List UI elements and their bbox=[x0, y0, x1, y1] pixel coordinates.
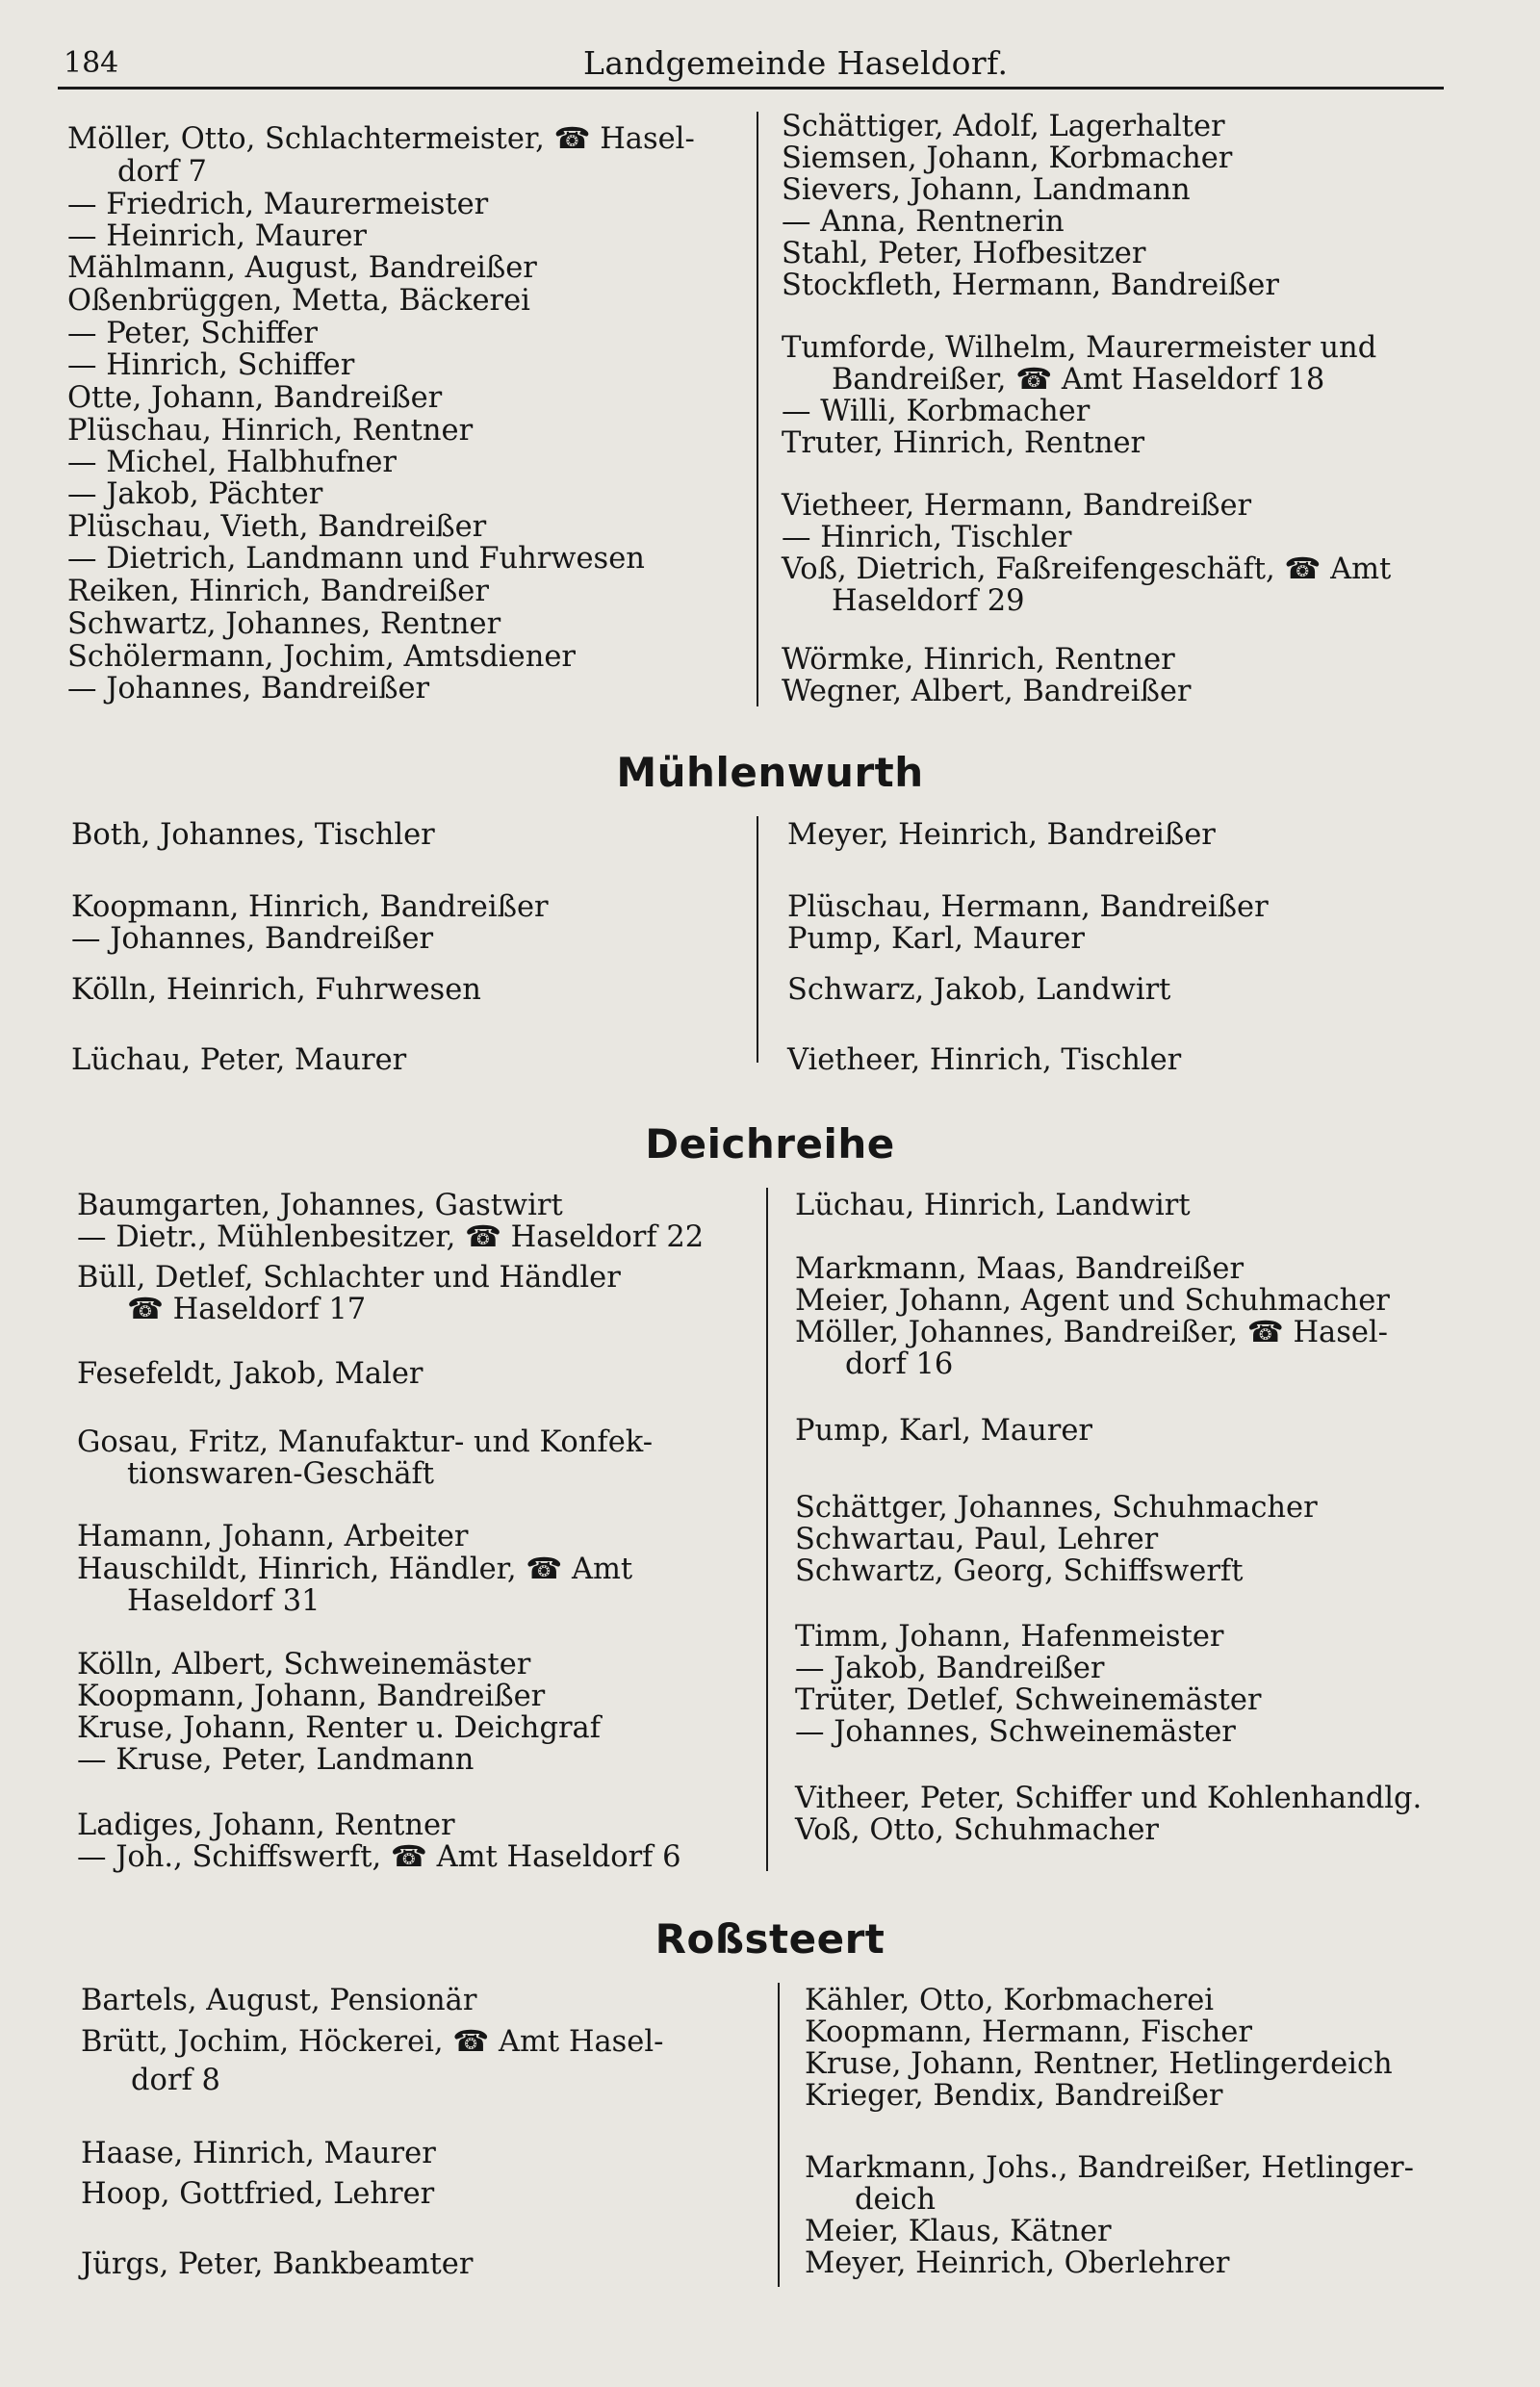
directory-entry: Trüter, Detlef, Schweinemäster bbox=[795, 1683, 1262, 1717]
directory-entry: Kölln, Heinrich, Fuhrwesen bbox=[71, 973, 481, 1007]
directory-entry: Stahl, Peter, Hofbesitzer bbox=[782, 237, 1146, 270]
directory-entry: Timm, Johann, Hafenmeister bbox=[795, 1620, 1224, 1654]
header-rule bbox=[58, 87, 1444, 90]
directory-entry: Schwartz, Georg, Schiffswerft bbox=[795, 1554, 1244, 1588]
entry-continuation: tionswaren-Geschäft bbox=[127, 1457, 435, 1491]
directory-entry: Ladiges, Johann, Rentner bbox=[77, 1809, 455, 1842]
directory-entry: — Johannes, Bandreißer bbox=[71, 922, 434, 956]
directory-entry: — Peter, Schiffer bbox=[67, 317, 318, 350]
directory-entry: Kölln, Albert, Schweinemäster bbox=[77, 1648, 531, 1681]
directory-entry: Stockfleth, Hermann, Bandreißer bbox=[782, 269, 1279, 302]
directory-entry: — Johannes, Bandreißer bbox=[67, 672, 430, 706]
directory-entry: Schättger, Johannes, Schuhmacher bbox=[795, 1491, 1318, 1525]
directory-entry: — Hinrich, Tischler bbox=[782, 521, 1072, 554]
entry-continuation: ☎ Haseldorf 17 bbox=[127, 1293, 367, 1326]
directory-entry: Mählmann, August, Bandreißer bbox=[67, 251, 537, 285]
directory-entry: — Johannes, Schweinemäster bbox=[795, 1715, 1236, 1749]
directory-entry: Plüschau, Hinrich, Rentner bbox=[67, 414, 474, 448]
haseldorf-column-divider bbox=[757, 112, 758, 706]
directory-entry: Koopmann, Johann, Bandreißer bbox=[77, 1680, 546, 1713]
directory-entry: Meyer, Heinrich, Bandreißer bbox=[787, 818, 1216, 852]
directory-entry: Tumforde, Wilhelm, Maurermeister und bbox=[782, 331, 1377, 365]
directory-entry: Krieger, Bendix, Bandreißer bbox=[805, 2079, 1223, 2113]
running-title: Landgemeinde Haseldorf. bbox=[583, 44, 1009, 82]
directory-entry: — Kruse, Peter, Landmann bbox=[77, 1743, 475, 1777]
directory-entry: Wegner, Albert, Bandreißer bbox=[782, 675, 1192, 708]
directory-entry: Schölermann, Jochim, Amtsdiener bbox=[67, 640, 576, 674]
directory-entry: Kruse, Johann, Renter u. Deichgraf bbox=[77, 1711, 602, 1745]
directory-entry: Möller, Johannes, Bandreißer, ☎ Hasel- bbox=[795, 1316, 1388, 1349]
directory-entry: Büll, Detlef, Schlachter und Händler bbox=[77, 1261, 621, 1295]
directory-entry: Kähler, Otto, Korbmacherei bbox=[805, 1984, 1215, 2017]
directory-entry: Hoop, Gottfried, Lehrer bbox=[81, 2177, 435, 2211]
directory-entry: Schwartz, Johannes, Rentner bbox=[67, 607, 501, 641]
directory-entry: — Jakob, Pächter bbox=[67, 477, 323, 511]
directory-entry: Schwartau, Paul, Lehrer bbox=[795, 1523, 1159, 1556]
directory-entry: — Dietrich, Landmann und Fuhrwesen bbox=[67, 542, 645, 576]
directory-entry: Fesefeldt, Jakob, Maler bbox=[77, 1357, 424, 1391]
directory-entry: — Jakob, Bandreißer bbox=[795, 1652, 1105, 1685]
directory-entry: — Anna, Rentnerin bbox=[782, 205, 1065, 239]
entry-continuation: Haseldorf 31 bbox=[127, 1584, 321, 1618]
deichreihe-column-divider bbox=[766, 1188, 768, 1871]
directory-entry: Pump, Karl, Maurer bbox=[795, 1414, 1092, 1448]
directory-entry: Koopmann, Hermann, Fischer bbox=[805, 2015, 1252, 2049]
directory-entry: — Hinrich, Schiffer bbox=[67, 348, 355, 382]
directory-entry: — Joh., Schiffswerft, ☎ Amt Haseldorf 6 bbox=[77, 1840, 681, 1874]
directory-entry: — Dietr., Mühlenbesitzer, ☎ Haseldorf 22 bbox=[77, 1220, 705, 1254]
directory-entry: Gosau, Fritz, Manufaktur- und Konfek- bbox=[77, 1425, 654, 1459]
directory-entry: Pump, Karl, Maurer bbox=[787, 922, 1085, 956]
section-heading-rosssteert: Roßsteert bbox=[654, 1915, 886, 1963]
directory-entry: Meyer, Heinrich, Oberlehrer bbox=[805, 2246, 1230, 2280]
directory-entry: Jürgs, Peter, Bankbeamter bbox=[81, 2247, 474, 2281]
directory-entry: Bartels, August, Pensionär bbox=[81, 1984, 477, 2017]
entry-continuation: Haseldorf 29 bbox=[832, 584, 1025, 618]
directory-entry: Meier, Johann, Agent und Schuhmacher bbox=[795, 1284, 1390, 1318]
directory-entry: Plüschau, Vieth, Bandreißer bbox=[67, 510, 487, 544]
directory-entry: Lüchau, Peter, Maurer bbox=[71, 1043, 407, 1077]
directory-entry: Vietheer, Hinrich, Tischler bbox=[787, 1043, 1182, 1077]
directory-entry: Baumgarten, Johannes, Gastwirt bbox=[77, 1189, 563, 1222]
directory-entry: Koopmann, Hinrich, Bandreißer bbox=[71, 890, 549, 924]
directory-entry: Plüschau, Hermann, Bandreißer bbox=[787, 890, 1269, 924]
directory-entry: Kruse, Johann, Rentner, Hetlingerdeich bbox=[805, 2047, 1393, 2081]
rosssteert-column-divider bbox=[778, 1983, 780, 2287]
directory-entry: Schättiger, Adolf, Lagerhalter bbox=[782, 110, 1225, 143]
directory-entry: Brütt, Jochim, Höckerei, ☎ Amt Hasel- bbox=[81, 2025, 664, 2059]
directory-entry: Both, Johannes, Tischler bbox=[71, 818, 435, 852]
muehlenwurth-column-divider bbox=[757, 816, 758, 1063]
directory-entry: — Willi, Korbmacher bbox=[782, 395, 1091, 428]
directory-entry: Truter, Hinrich, Rentner bbox=[782, 426, 1145, 460]
section-heading-deichreihe: Deichreihe bbox=[645, 1120, 895, 1168]
entry-continuation: dorf 16 bbox=[845, 1348, 954, 1381]
page-number: 184 bbox=[64, 46, 119, 80]
directory-entry: Vitheer, Peter, Schiffer und Kohlenhandlg. bbox=[795, 1782, 1423, 1815]
directory-entry: Hauschildt, Hinrich, Händler, ☎ Amt bbox=[77, 1553, 633, 1586]
directory-entry: Otte, Johann, Bandreißer bbox=[67, 381, 443, 415]
entry-continuation: deich bbox=[855, 2183, 937, 2217]
directory-entry: Oßenbrüggen, Metta, Bäckerei bbox=[67, 284, 530, 318]
directory-entry: Sievers, Johann, Landmann bbox=[782, 173, 1191, 207]
directory-entry: Voß, Otto, Schuhmacher bbox=[795, 1813, 1159, 1847]
directory-entry: Möller, Otto, Schlachtermeister, ☎ Hasel- bbox=[67, 122, 695, 156]
directory-entry: — Heinrich, Maurer bbox=[67, 219, 367, 253]
directory-entry: Siemsen, Johann, Korbmacher bbox=[782, 141, 1233, 175]
directory-entry: Reiken, Hinrich, Bandreißer bbox=[67, 575, 489, 608]
directory-entry: Wörmke, Hinrich, Rentner bbox=[782, 643, 1175, 677]
directory-entry: — Friedrich, Maurermeister bbox=[67, 188, 489, 221]
directory-entry: Meier, Klaus, Kätner bbox=[805, 2215, 1112, 2248]
directory-entry: Markmann, Johs., Bandreißer, Hetlinger- bbox=[805, 2151, 1414, 2185]
directory-entry: Vietheer, Hermann, Bandreißer bbox=[782, 489, 1252, 523]
directory-entry: Lüchau, Hinrich, Landwirt bbox=[795, 1189, 1191, 1222]
page-header bbox=[58, 42, 1444, 90]
directory-entry: Voß, Dietrich, Faßreifengeschäft, ☎ Amt bbox=[782, 552, 1392, 586]
directory-entry: — Michel, Halbhufner bbox=[67, 446, 398, 479]
entry-continuation: dorf 8 bbox=[131, 2064, 220, 2097]
section-heading-muehlenwurth: Mühlenwurth bbox=[616, 749, 924, 796]
directory-entry: Hamann, Johann, Arbeiter bbox=[77, 1520, 469, 1553]
entry-continuation: Bandreißer, ☎ Amt Haseldorf 18 bbox=[832, 363, 1325, 397]
directory-entry: Markmann, Maas, Bandreißer bbox=[795, 1252, 1245, 1286]
entry-continuation: dorf 7 bbox=[117, 155, 207, 189]
directory-entry: Haase, Hinrich, Maurer bbox=[81, 2137, 436, 2170]
directory-entry: Schwarz, Jakob, Landwirt bbox=[787, 973, 1171, 1007]
